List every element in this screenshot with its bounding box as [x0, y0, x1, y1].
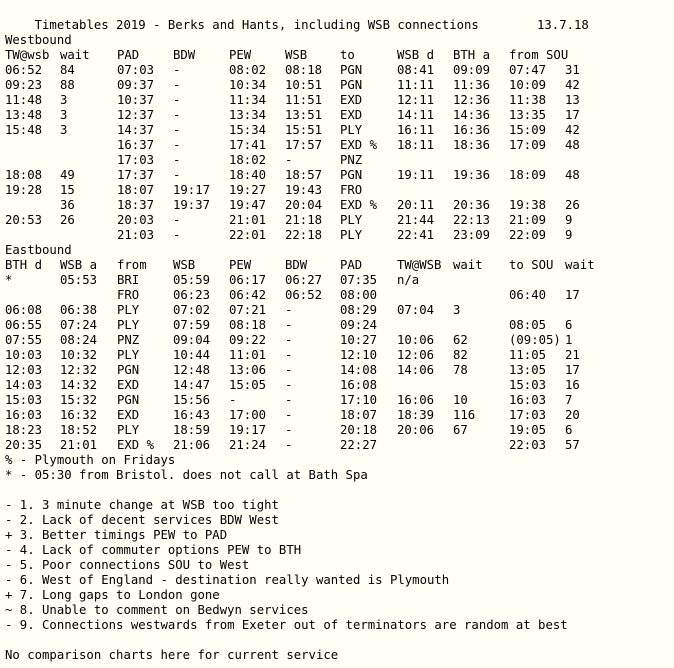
issue-item: - 1. 3 minute change at WSB too tight: [5, 498, 279, 512]
cell: 57: [565, 438, 580, 452]
cell: 07:24: [60, 318, 98, 332]
issue-item: - 5. Poor connections SOU to West: [5, 558, 250, 572]
cell: -: [285, 438, 293, 452]
cell: -: [285, 333, 293, 347]
cell: to SOU: [509, 258, 554, 272]
cell: -: [173, 228, 181, 242]
cell: 19:17: [173, 183, 211, 197]
cell: 20:06: [397, 423, 435, 437]
cell: 12:03: [5, 363, 43, 377]
cell: PGN: [340, 78, 363, 92]
cell: BTH d: [5, 258, 43, 272]
cell: 22:41: [397, 228, 435, 242]
cell: 16: [565, 378, 580, 392]
cell: 14:06: [397, 363, 435, 377]
cell: 20:18: [340, 423, 378, 437]
cell: 16:06: [397, 393, 435, 407]
cell: PLY: [117, 348, 140, 362]
cell: 21:03: [117, 228, 155, 242]
issue-item: + 3. Better timings PEW to PAD: [5, 528, 228, 542]
cell: 3: [60, 123, 68, 137]
cell: EXD %: [340, 138, 378, 152]
cell: 1: [565, 333, 573, 347]
cell: 78: [453, 363, 468, 377]
cell: EXD %: [117, 438, 155, 452]
cell: 26: [60, 213, 75, 227]
cell: PNZ: [117, 333, 140, 347]
cell: 17:41: [229, 138, 267, 152]
issue-item: - 4. Lack of commuter options PEW to BTH: [5, 543, 302, 557]
cell: 08:00: [340, 288, 378, 302]
cell: 19:36: [453, 168, 491, 182]
cell: PEW: [229, 258, 252, 272]
cell: 21:01: [229, 213, 267, 227]
cell: 67: [453, 423, 468, 437]
cell: 08:29: [340, 303, 378, 317]
cell: wait: [60, 48, 90, 62]
issue-item: ~ 8. Unable to comment on Bedwyn services: [5, 603, 309, 617]
cell: 3: [453, 303, 461, 317]
cell: 12:10: [340, 348, 378, 362]
cell: 14:03: [5, 378, 43, 392]
cell: 13:48: [5, 108, 43, 122]
cell: 16:43: [173, 408, 211, 422]
issue-item: + 7. Long gaps to London gone: [5, 588, 220, 602]
cell: 21:09: [509, 213, 547, 227]
cell: -: [173, 153, 181, 167]
cell: PAD: [117, 48, 140, 62]
cell: -: [173, 168, 181, 182]
cell: 18:11: [397, 138, 435, 152]
cell: 08:24: [60, 333, 98, 347]
cell: -: [173, 63, 181, 77]
cell: 08:18: [285, 63, 323, 77]
cell: 18:07: [340, 408, 378, 422]
cell: 14:37: [117, 123, 155, 137]
cell: 07:47: [509, 63, 547, 77]
cell: 06:08: [5, 303, 43, 317]
cell: 49: [60, 168, 75, 182]
cell: 11:38: [509, 93, 547, 107]
cell: 3: [60, 108, 68, 122]
cell: 18:39: [397, 408, 435, 422]
cell: FRO: [340, 183, 363, 197]
cell: from SOU: [509, 48, 569, 62]
cell: 08:05: [509, 318, 547, 332]
cell: 07:21: [229, 303, 267, 317]
cell: EXD: [117, 378, 140, 392]
cell: 48: [565, 168, 580, 182]
cell: 7: [565, 393, 573, 407]
cell: 21:06: [173, 438, 211, 452]
cell: 22:03: [509, 438, 547, 452]
eastbound-heading: Eastbound: [5, 243, 72, 257]
cell: 18:59: [173, 423, 211, 437]
cell: 06:40: [509, 288, 547, 302]
cell: 10:34: [229, 78, 267, 92]
cell: 9: [565, 228, 573, 242]
cell: 15: [60, 183, 75, 197]
cell: PLY: [117, 303, 140, 317]
cell: 17:57: [285, 138, 323, 152]
cell: 10:44: [173, 348, 211, 362]
cell: 06:52: [5, 63, 43, 77]
cell: 09:23: [5, 78, 43, 92]
cell: 42: [565, 78, 580, 92]
cell: BDW: [285, 258, 308, 272]
cell: 09:24: [340, 318, 378, 332]
cell: 07:59: [173, 318, 211, 332]
cell: 16:36: [453, 123, 491, 137]
cell: 23:09: [453, 228, 491, 242]
cell: 08:02: [229, 63, 267, 77]
cell: -: [285, 303, 293, 317]
cell: -: [285, 378, 293, 392]
cell: 11:34: [229, 93, 267, 107]
cell: 17: [565, 363, 580, 377]
cell: 09:37: [117, 78, 155, 92]
cell: 06:23: [173, 288, 211, 302]
footnote: % - Plymouth on Fridays: [5, 453, 176, 467]
cell: 16:03: [509, 393, 547, 407]
cell: PLY: [340, 213, 363, 227]
cell: 15:05: [229, 378, 267, 392]
cell: -: [173, 213, 181, 227]
cell: 22:18: [285, 228, 323, 242]
cell: 11:11: [397, 78, 435, 92]
cell: PNZ: [340, 153, 363, 167]
cell: 17:10: [340, 393, 378, 407]
cell: 17: [565, 288, 580, 302]
cell: 12:06: [397, 348, 435, 362]
cell: 21: [565, 348, 580, 362]
cell: PLY: [117, 423, 140, 437]
cell: 18:40: [229, 168, 267, 182]
cell: 18:37: [117, 198, 155, 212]
cell: 20:11: [397, 198, 435, 212]
cell: 20:04: [285, 198, 323, 212]
cell: 06:42: [229, 288, 267, 302]
cell: 17: [565, 108, 580, 122]
cell: 12:36: [453, 93, 491, 107]
cell: -: [173, 108, 181, 122]
cell: TW@wsb: [5, 48, 50, 62]
cell: 82: [453, 348, 468, 362]
cell: *: [5, 273, 13, 287]
cell: PGN: [340, 63, 363, 77]
cell: 22:13: [453, 213, 491, 227]
cell: 18:52: [60, 423, 98, 437]
cell: BDW: [173, 48, 196, 62]
cell: EXD: [340, 93, 363, 107]
cell: from: [117, 258, 147, 272]
cell: 21:18: [285, 213, 323, 227]
cell: 17:00: [229, 408, 267, 422]
cell: -: [285, 363, 293, 377]
cell: 9: [565, 213, 573, 227]
cell: 18:08: [5, 168, 43, 182]
cell: 09:09: [453, 63, 491, 77]
cell: 31: [565, 63, 580, 77]
cell: 10: [453, 393, 468, 407]
cell: 13:51: [285, 108, 323, 122]
cell: 22:09: [509, 228, 547, 242]
cell: 10:27: [340, 333, 378, 347]
cell: -: [285, 153, 293, 167]
cell: -: [173, 78, 181, 92]
issue-item: - 9. Connections westwards from Exeter out of terminators are random at best: [5, 618, 568, 632]
cell: to: [340, 48, 355, 62]
cell: 18:09: [509, 168, 547, 182]
cell: 19:11: [397, 168, 435, 182]
cell: 6: [565, 318, 573, 332]
cell: 15:03: [5, 393, 43, 407]
cell: 15:56: [173, 393, 211, 407]
cell: 06:27: [285, 273, 323, 287]
title-text: Timetables 2019 - Berks and Hants, including WSB connections: [34, 18, 479, 32]
cell: EXD: [340, 108, 363, 122]
cell: 10:51: [285, 78, 323, 92]
cell: 14:11: [397, 108, 435, 122]
cell: 06:17: [229, 273, 267, 287]
cell: 10:37: [117, 93, 155, 107]
cell: 19:28: [5, 183, 43, 197]
cell: 20:03: [117, 213, 155, 227]
cell: 18:36: [453, 138, 491, 152]
cell: 09:04: [173, 333, 211, 347]
cell: -: [173, 138, 181, 152]
cell: 19:17: [229, 423, 267, 437]
cell: 88: [60, 78, 75, 92]
cell: 16:37: [117, 138, 155, 152]
cell: 20:35: [5, 438, 43, 452]
cell: 10:09: [509, 78, 547, 92]
cell: 13:05: [509, 363, 547, 377]
cell: 15:51: [285, 123, 323, 137]
cell: 48: [565, 138, 580, 152]
cell: -: [285, 393, 293, 407]
cell: 12:37: [117, 108, 155, 122]
cell: FRO: [117, 288, 140, 302]
cell: 07:03: [117, 63, 155, 77]
cell: 18:57: [285, 168, 323, 182]
cell: 08:18: [229, 318, 267, 332]
cell: -: [229, 393, 237, 407]
cell: 16:08: [340, 378, 378, 392]
cell: WSB d: [397, 48, 435, 62]
cell: WSB: [173, 258, 196, 272]
cell: 16:03: [5, 408, 43, 422]
cell: 14:32: [60, 378, 98, 392]
cell: 18:07: [117, 183, 155, 197]
cell: -: [285, 348, 293, 362]
footnote: * - 05:30 from Bristol. does not call at Bath Spa: [5, 468, 368, 482]
cell: -: [285, 318, 293, 332]
cell: 20:53: [5, 213, 43, 227]
cell: 14:36: [453, 108, 491, 122]
cell: (09:05): [509, 333, 561, 347]
cell: 07:55: [5, 333, 43, 347]
cell: PEW: [229, 48, 252, 62]
cell: 18:23: [5, 423, 43, 437]
cell: 11:01: [229, 348, 267, 362]
cell: wait: [453, 258, 483, 272]
cell: 15:48: [5, 123, 43, 137]
cell: n/a: [397, 273, 420, 287]
cell: -: [173, 93, 181, 107]
cell: 05:53: [60, 273, 98, 287]
cell: 26: [565, 198, 580, 212]
cell: PGN: [117, 393, 140, 407]
issue-item: - 2. Lack of decent services BDW West: [5, 513, 279, 527]
cell: 13: [565, 93, 580, 107]
westbound-heading: Westbound: [5, 33, 72, 47]
cell: 05:59: [173, 273, 211, 287]
page-title: [5, 3, 589, 32]
cell: WSB: [285, 48, 308, 62]
cell: 21:24: [229, 438, 267, 452]
cell: PLY: [117, 318, 140, 332]
cell: 14:08: [340, 363, 378, 377]
cell: EXD %: [340, 198, 378, 212]
cell: 19:43: [285, 183, 323, 197]
cell: PLY: [340, 123, 363, 137]
cell: 11:05: [509, 348, 547, 362]
cell: 07:04: [397, 303, 435, 317]
cell: 06:38: [60, 303, 98, 317]
issue-item: - 6. West of England - destination really wanted is Plymouth: [5, 573, 450, 587]
cell: 62: [453, 333, 468, 347]
cell: 16:32: [60, 408, 98, 422]
cell: 84: [60, 63, 75, 77]
cell: 15:32: [60, 393, 98, 407]
cell: BRI: [117, 273, 140, 287]
cell: PAD: [340, 258, 363, 272]
cell: 116: [453, 408, 476, 422]
cell: 12:32: [60, 363, 98, 377]
cell: 20:36: [453, 198, 491, 212]
cell: 3: [60, 93, 68, 107]
cell: 10:32: [60, 348, 98, 362]
cell: 08:41: [397, 63, 435, 77]
cell: PLY: [340, 228, 363, 242]
cell: 11:51: [285, 93, 323, 107]
cell: 19:37: [173, 198, 211, 212]
cell: 06:52: [285, 288, 323, 302]
cell: 17:09: [509, 138, 547, 152]
cell: 10:03: [5, 348, 43, 362]
cell: 21:01: [60, 438, 98, 452]
cell: 06:55: [5, 318, 43, 332]
cell: 19:05: [509, 423, 547, 437]
cell: 07:02: [173, 303, 211, 317]
cell: 07:35: [340, 273, 378, 287]
cell: 11:36: [453, 78, 491, 92]
cell: -: [285, 408, 293, 422]
cell: 17:03: [117, 153, 155, 167]
cell: 13:06: [229, 363, 267, 377]
cell: 09:22: [229, 333, 267, 347]
cell: -: [173, 123, 181, 137]
cell: 18:02: [229, 153, 267, 167]
cell: 10:06: [397, 333, 435, 347]
cell: 22:27: [340, 438, 378, 452]
date-text: 13.7.18: [537, 18, 589, 32]
cell: -: [285, 423, 293, 437]
cell: 16:11: [397, 123, 435, 137]
cell: 19:27: [229, 183, 267, 197]
cell: 17:37: [117, 168, 155, 182]
cell: 15:34: [229, 123, 267, 137]
cell: 6: [565, 423, 573, 437]
cell: WSB a: [60, 258, 98, 272]
cell: PGN: [117, 363, 140, 377]
cell: 13:35: [509, 108, 547, 122]
closing-note: No comparison charts here for current service: [5, 648, 339, 662]
cell: 14:47: [173, 378, 211, 392]
cell: PGN: [340, 168, 363, 182]
cell: 17:03: [509, 408, 547, 422]
cell: BTH a: [453, 48, 491, 62]
cell: 13:34: [229, 108, 267, 122]
cell: 21:44: [397, 213, 435, 227]
cell: 36: [60, 198, 75, 212]
cell: 20: [565, 408, 580, 422]
cell: 19:38: [509, 198, 547, 212]
cell: 12:48: [173, 363, 211, 377]
cell: wait: [565, 258, 595, 272]
cell: 15:09: [509, 123, 547, 137]
cell: 19:47: [229, 198, 267, 212]
cell: 15:03: [509, 378, 547, 392]
cell: 12:11: [397, 93, 435, 107]
cell: EXD: [117, 408, 140, 422]
cell: 42: [565, 123, 580, 137]
cell: 11:48: [5, 93, 43, 107]
cell: TW@WSB: [397, 258, 442, 272]
cell: 22:01: [229, 228, 267, 242]
